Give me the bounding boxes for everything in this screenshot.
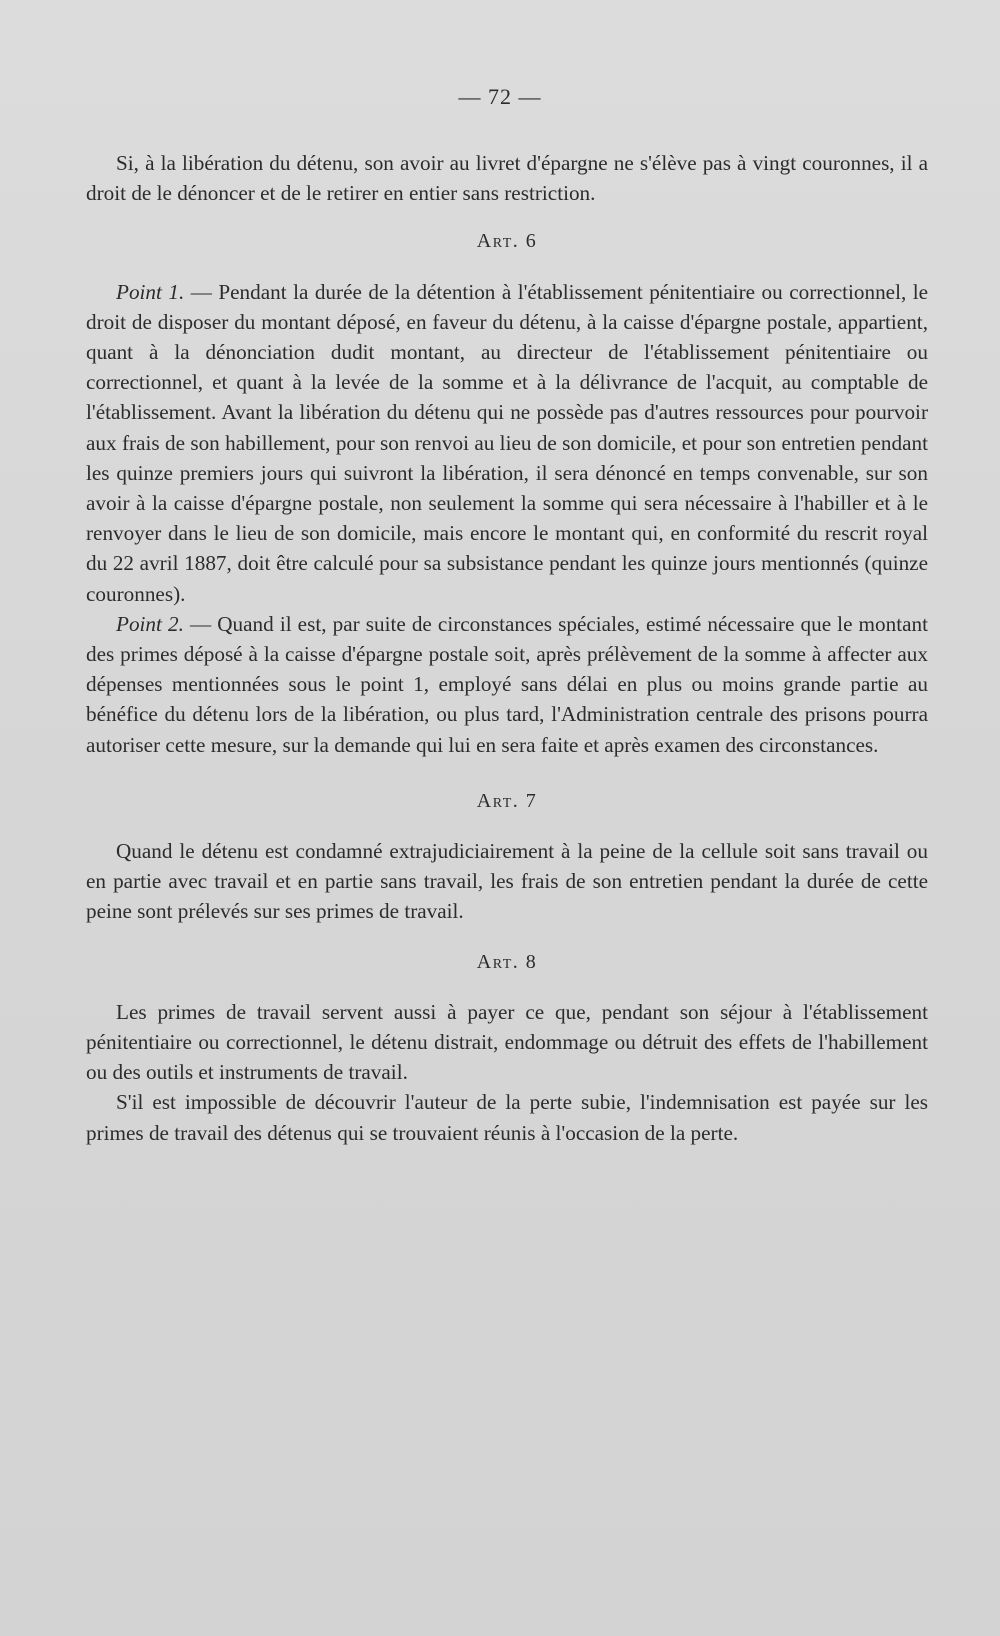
article-8-paragraph-1: Les primes de travail servent aussi à payer ce que, pendant son séjour à l'établissement pénitentiaire ou correctionnel, le détenu distrait, endommage ou détruit des effets de l'habillement ou des outils et instruments de travail. — [86, 999, 928, 1085]
article-6-heading: Art. 6 — [476, 230, 538, 253]
article-7-heading: Art. 7 — [476, 789, 538, 812]
article-8-paragraph-2: S'il est impossible de découvrir l'auteur de la perte subie, l'indemnisation est payée sur les primes de travail des détenus qui se trouvaient réunis à l'occasion de la perte. — [86, 1090, 928, 1145]
article-6-point-2 — [86, 609, 928, 760]
point-2-label: Point 2. — [116, 611, 184, 636]
article-7-text: Quand le détenu est condamné extrajudiciairement à la peine de la cellule soit sans travail ou en partie avec travail et en partie sans travail, les frais de son entretien pendant la durée de cette peine sont prélevés sur ses primes de travail. — [86, 839, 928, 924]
article-8-heading: Art. 8 — [476, 950, 538, 973]
point-1-label: Point 1. — [116, 279, 185, 304]
paragraph-liberation: Si, à la libération du détenu, son avoir au livret d'épargne ne s'élève pas à vingt couronnes, il a droit de le dénoncer et de le retirer en entier sans restriction. — [86, 151, 928, 206]
point-2-text: — Quand il est, par suite de circonstances spéciales, estimé nécessaire que le montant des primes déposé à la caisse d'épargne postale soit, après prélèvement de la somme à affecter aux dépenses mentionnées sous le point 1, employé sans délai en plus ou moins grande partie au bénéfice du détenu lors de la libération, ou plus tard, l'Administration centrale des prisons pourra autoriser cette mesure, sur la demande qui lui en sera faite et après examen des circonstances. — [86, 611, 928, 757]
article-6-point-1 — [86, 277, 928, 609]
page-body — [86, 148, 928, 1148]
point-1-text: — Pendant la durée de la détention à l'établissement pénitentiaire ou correctionnel, le droit de disposer du montant déposé, en faveur du détenu, à la caisse d'épargne postale, appartient, quant à la dénonciation dudit montant, au directeur de l'établissement pénitentiaire ou correctionnel, et quant à la levée de la somme et à la délivrance de l'acquit, au comptable de l'établissement. Avant la libération du détenu qui ne possède pas d'autres ressources pour pourvoir aux frais de son habillement, pour son renvoi au lieu de son domicile, et pour son entretien pendant les quinze premiers jours qui suivront la libération, il sera dénoncé en temps convenable, sur son avoir à la caisse d'épargne postale, non seulement la somme qui sera nécessaire à l'habiller et à le renvoyer dans le lieu de son domicile, mais encore le montant qui, en conformité du rescrit royal du 22 avril 1887, doit être calculé pour sa subsistance pendant les quinze jours mentionnés (quinze couronnes). — [86, 279, 929, 606]
page-number: — 72 — — [458, 84, 542, 109]
